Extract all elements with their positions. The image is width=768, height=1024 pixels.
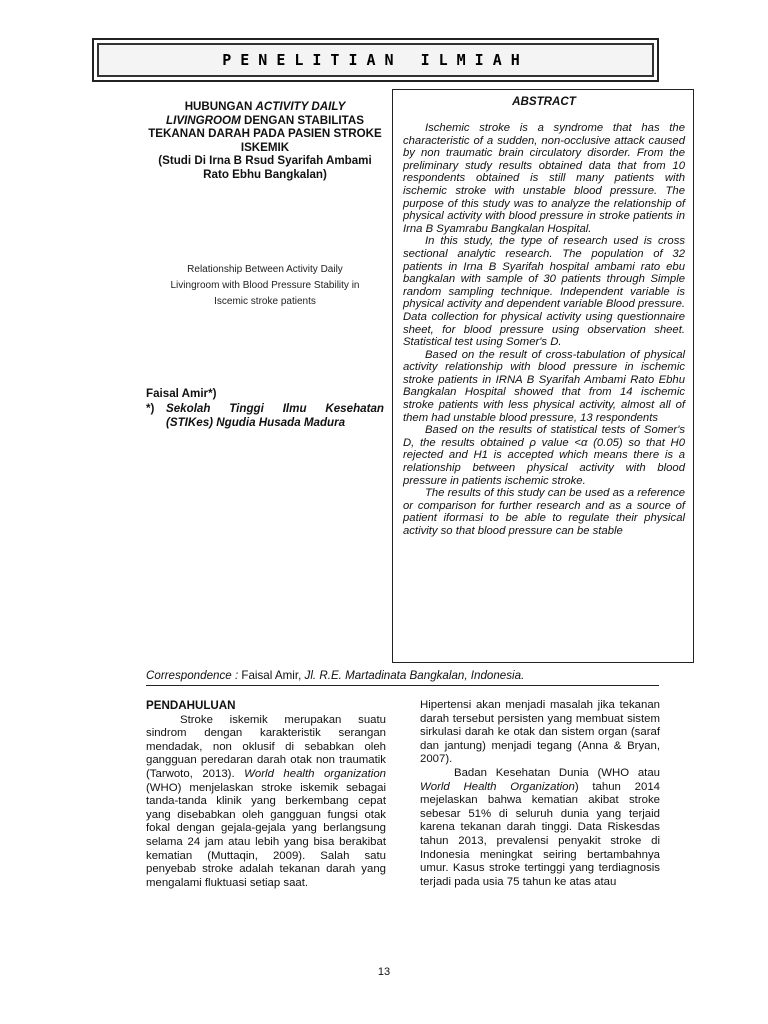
abstract-box xyxy=(392,89,694,663)
english-title-line: Iscemic stroke patients xyxy=(214,296,316,307)
page-number: 13 xyxy=(377,966,391,978)
body-italic-text: World Health Organization xyxy=(420,780,575,793)
correspondence-address: Jl. R.E. Martadinata Bangkalan, Indonesia. xyxy=(304,669,525,682)
english-title xyxy=(146,262,384,310)
abstract-paragraph: In this study, the type of research used is cross sectional analytic research. The population of 32 patients in Irna B Syarifah hospital ambami rato ebu bangkalan with sample of 30 patients through Simple random sampling technique. Independent variable is physical activity and dependent variable Blood pressure. Data collection for physical activity using questionnaire sheet, for blood pressure using observation sheet. Statistical test using Somer's D. xyxy=(403,235,685,349)
body-paragraph xyxy=(420,767,660,889)
journal-banner xyxy=(92,38,659,82)
affiliation-mark: *) xyxy=(146,401,155,415)
abstract-paragraph: Ischemic stroke is a syndrome that has the characteristic of a sudden, non-occlusive attack caused by non traumatic brain circulatory disorder. From the preliminary study results obtained data that from 10 respondents obtained is still many patients with ischemic stroke with unstable blood pressure. The purpose of this study was to analyze the relationship of physical activity with blood pressure in stroke patients in Irna B Syamrabu Bangkalan Hospital. xyxy=(403,122,685,235)
author-affiliation xyxy=(146,402,384,431)
journal-banner-title: PENELITIAN ILMIAH xyxy=(222,51,529,69)
author-name: Faisal Amir*) xyxy=(146,387,217,400)
correspondence-label: Correspondence : xyxy=(146,669,239,682)
correspondence-line xyxy=(146,669,659,686)
section-heading: PENDAHULUAN xyxy=(146,699,236,712)
body-italic-text: World health organization xyxy=(244,767,387,780)
body-right-column xyxy=(420,699,660,889)
body-paragraph: Hipertensi akan menjadi masalah jika tekanan darah tersebut persisten yang membuat sistem sirkulasi darah ke otak dan sistem organ (saraf dan jantung) menjadi tegang (Anna & Bryan, 2007). xyxy=(420,699,660,766)
title-part1: HUBUNGAN xyxy=(184,100,256,113)
body-text: (WHO) menjelaskan stroke iskemik sebagai tanda-tanda klinik yang berkembang cepat yang disebabkan oleh gangguan fungsi otak fokal dengan gejala-gejala yang berlangsung selama 24 jam atau lebih yang bisa berakibat kematian (Muttaqin, 2009). Salah satu penyebab stroke adalah tekanan darah yang mengalami fluktuasi setiap saat. xyxy=(146,781,386,889)
english-title-line: Livingroom with Blood Pressure Stability in xyxy=(170,280,360,291)
body-paragraph xyxy=(146,714,386,891)
title-part2: DENGAN STABILITAS TEKANAN DARAH PADA PASIEN STROKE ISKEMIK xyxy=(148,113,382,154)
affiliation-text: Sekolah Tinggi Ilmu Kesehatan (STIKes) Ngudia Husada Madura xyxy=(166,401,384,429)
abstract-paragraph: The results of this study can be used as a reference or comparison for further research and as a source of patient iformasi to be able to regulate their physical activity so that blood pressure can be stable xyxy=(403,487,685,537)
body-text: Stroke iskemik merupakan suatu sindrom dengan karakteristik serangan mendadak, non oklusif di sebabkan oleh gangguan peredaran darah otak non traumatik (Tarwoto, 2013). xyxy=(146,713,386,780)
body-left-column xyxy=(146,699,386,890)
abstract-paragraph: Based on the result of cross-tabulation of physical activity relationship with blood pressure in ischemic stroke patients in IRNA B Syarifah Ambami Rato Ebhu Bangkalan Hospital showed that from 14 ischemic stroke patients with less physical activity, almost all of them had unstable blood pressure, 13 respondents xyxy=(403,348,685,424)
abstract-heading: ABSTRACT xyxy=(512,95,576,108)
english-title-line: Relationship Between Activity Daily xyxy=(187,264,343,275)
author-block xyxy=(146,387,384,431)
body-text: ) tahun 2014 mejelaskan bahwa kematian akibat stroke sebesar 51% di seluruh dunia yang terjaid karena tekanan darah tinggi. Data Riskesdas tahun 2013, prevalensi penyakit stroke di Indonesia meningkat seiring bertambahnya umur. Kasus stroke tertinggi yang terdiagnosis terjadi pada usia 75 tahun ke atas atau xyxy=(420,780,660,888)
correspondence-name: Faisal Amir, xyxy=(238,669,305,682)
abstract-paragraph: Based on the results of statistical tests of Somer's D, the results obtained ρ value <α (0.05) so that H0 rejected and H1 is accepted which means there is a relationship between physical activity with blood pressure in patients ischemic stroke. xyxy=(403,424,685,487)
body-text: Badan Kesehatan Dunia (WHO atau xyxy=(454,766,660,779)
title-subtitle: (Studi Di Irna B Rsud Syarifah Ambami Rato Ebhu Bangkalan) xyxy=(158,154,372,181)
article-title xyxy=(146,100,384,182)
title-italic: ACTIVITY DAILY LIVINGROOM xyxy=(166,100,346,127)
